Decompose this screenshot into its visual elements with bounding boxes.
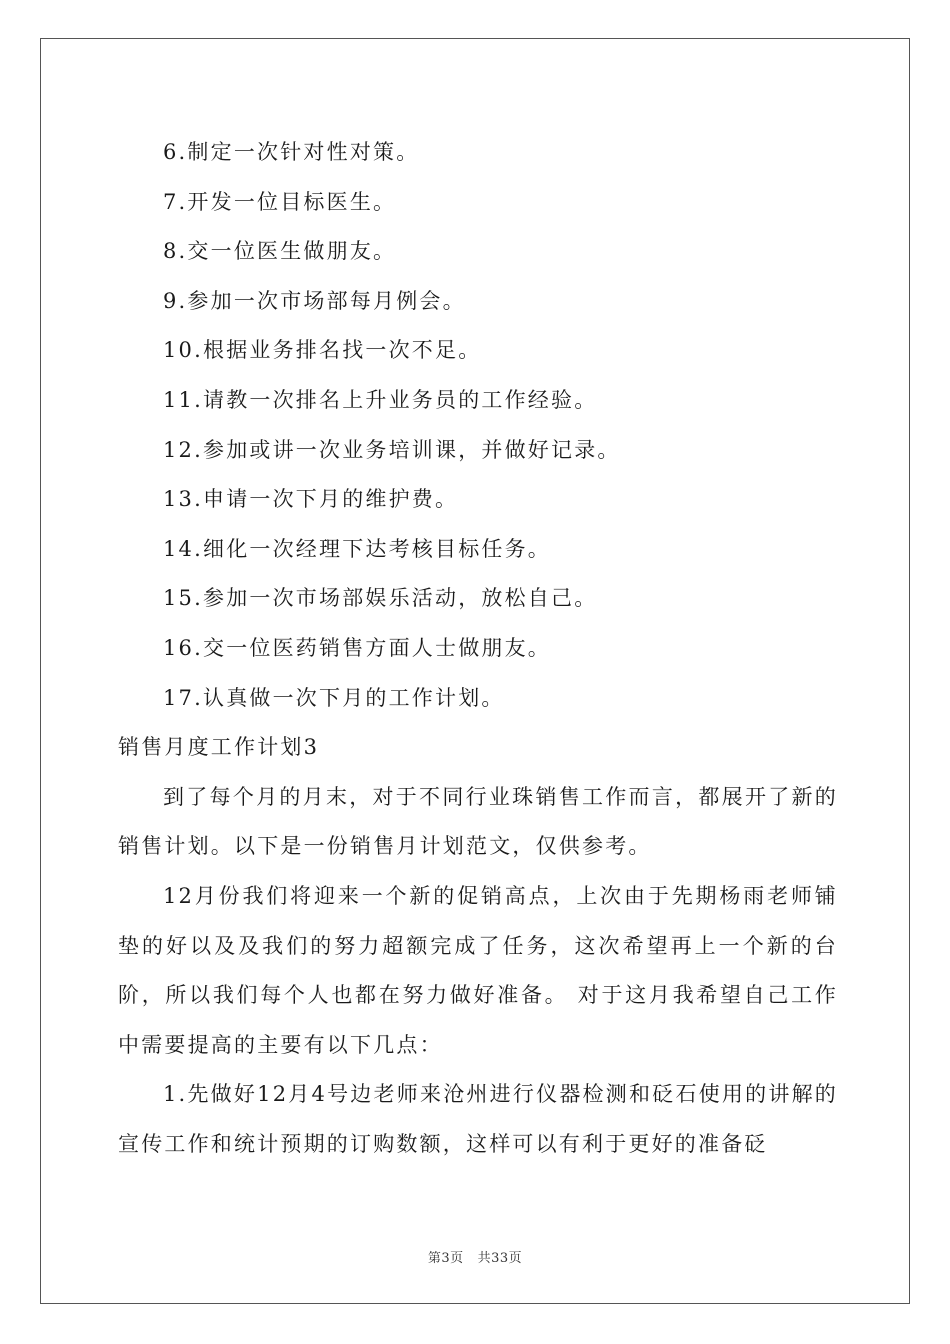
list-item: 15.参加一次市场部娱乐活动，放松自己。	[163, 586, 598, 611]
paragraph: 12月份我们将迎来一个新的促销高点，上次由于先期杨雨老师铺垫的好以及及我们的努力超额完成了任务，这次希望再上一个新的台阶，所以我们每个人也都在努力做好准备。 对于这月我希望自己工作中需要提高的主要有以下几点：	[118, 883, 838, 1057]
list-item: 9.参加一次市场部每月例会。	[163, 288, 466, 313]
list-item: 14.细化一次经理下达考核目标任务。	[163, 536, 551, 561]
list-item: 8.交一位医生做朋友。	[163, 239, 397, 264]
list-item: 7.开发一位目标医生。	[163, 189, 397, 214]
section-heading: 销售月度工作计划3	[118, 735, 320, 760]
list-item: 17.认真做一次下月的工作计划。	[163, 685, 505, 710]
list-item: 6.制定一次针对性对策。	[163, 140, 420, 164]
list-item: 11.请教一次排名上升业务员的工作经验。	[163, 387, 598, 412]
page-footer	[0, 1247, 950, 1266]
list-item: 16.交一位医药销售方面人士做朋友。	[163, 635, 551, 660]
total-page-count: 共33页	[477, 1251, 523, 1266]
list-item: 10.根据业务排名找一次不足。	[163, 338, 482, 363]
document-body	[118, 128, 838, 1169]
paragraph: 1.先做好12月4号边老师来沧州进行仪器检测和砭石使用的讲解的宣传工作和统计预期的订购数额，这样可以有利于更好的准备砭	[118, 1082, 838, 1156]
list-item: 13.申请一次下月的维护费。	[163, 487, 459, 512]
current-page-number: 第3页	[427, 1251, 464, 1266]
list-item: 12.参加或讲一次业务培训课，并做好记录。	[163, 437, 621, 462]
paragraph: 到了每个月的月末，对于不同行业珠销售工作而言，都展开了新的销售计划。以下是一份销售月计划范文，仅供参考。	[118, 784, 838, 859]
